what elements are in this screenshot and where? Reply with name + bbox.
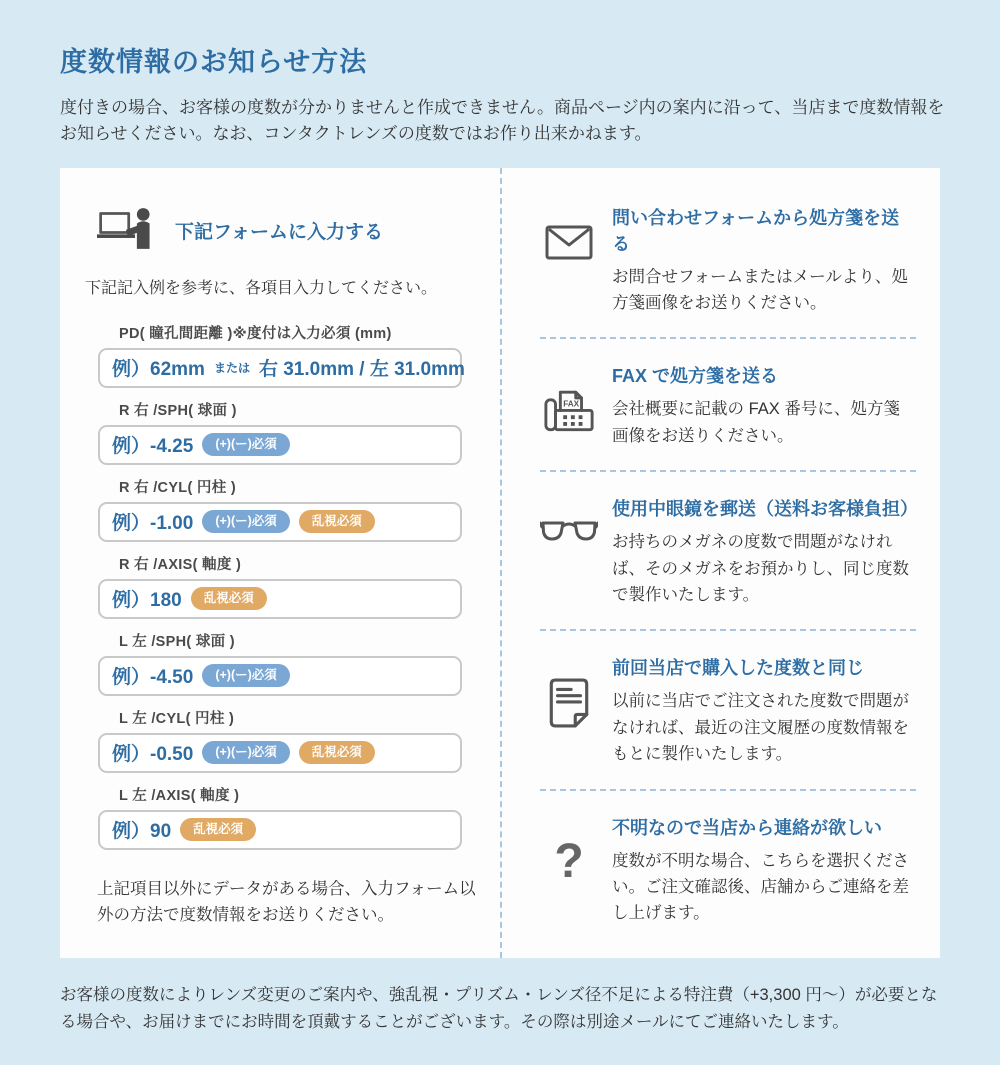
method-contact-me: [540, 814, 916, 927]
form-section-header: [97, 206, 482, 255]
methods-card: [60, 168, 940, 959]
field-r-axis: [85, 553, 482, 619]
method-previous-order: [540, 654, 916, 767]
field-l-cyl: [85, 707, 482, 773]
dashed-divider: [540, 789, 916, 791]
method-text: 会社概要に記載の FAX 番号に、処方箋画像をお送りください。: [612, 400, 900, 445]
dashed-divider: [540, 629, 916, 631]
method-content: [612, 495, 916, 608]
pill-astigmatism-required: 乱視必須: [299, 741, 375, 764]
example-value: 例）180: [112, 590, 182, 612]
method-heading: 前回当店で購入した度数と同じ: [612, 658, 864, 679]
pill-astigmatism-required: 乱視必須: [180, 818, 256, 841]
form-input-icon: [97, 206, 155, 255]
field-label: PD( 瞳孔間距離 )※度付は入力必須 (mm): [119, 325, 392, 342]
method-text: 以前に当店でご注文された度数で問題がなければ、最近の注文履歴の度数情報をもとに製作いたします。: [612, 692, 909, 764]
method-heading: FAX で処方箋を送る: [612, 366, 779, 387]
pill-plus-minus-required: (+)(ー)必須: [202, 510, 289, 533]
example-value: 例）62mm: [112, 359, 205, 381]
pill-astigmatism-required: 乱視必須: [299, 510, 375, 533]
field-r-sph: [85, 399, 482, 465]
example-alt-value: 右 31.0mm / 左 31.0mm: [258, 359, 465, 381]
method-text: 度数が不明な場合、こちらを選択ください。ご注文確認後、店舗からご連絡を差し上げます。: [612, 851, 909, 923]
method-mail-glasses: [540, 495, 916, 608]
pill-plus-minus-required: (+)(ー)必須: [202, 433, 289, 456]
field-l-sph: [85, 630, 482, 696]
example-box: [98, 502, 462, 542]
pill-plus-minus-required: (+)(ー)必須: [202, 664, 289, 687]
example-value: 例）-1.00: [112, 513, 194, 535]
form-column: [60, 168, 500, 959]
example-box: [98, 579, 462, 619]
example-box: [98, 810, 462, 850]
dashed-divider: [540, 337, 916, 339]
field-label: L 左 /AXIS( 軸度 ): [119, 787, 240, 804]
field-r-cyl: [85, 476, 482, 542]
method-content: [612, 204, 916, 317]
footer-notice: お客様の度数によりレンズ変更のご案内や、強乱視・プリズム・レンズ径不足による特注費（+3,300 円～）が必要となる場合や、お届けまでにお時間を頂戴することがございます。その際は別途メールにてご連絡いたします。: [60, 986, 938, 1031]
method-fax: [540, 362, 916, 449]
svg-text:FAX: FAX: [563, 400, 580, 410]
field-label: L 左 /CYL( 円柱 ): [119, 710, 235, 727]
envelope-icon: [540, 204, 598, 317]
method-content: [612, 362, 916, 449]
method-content: [612, 654, 916, 767]
pill-plus-minus-required: (+)(ー)必須: [202, 741, 289, 764]
pill-astigmatism-required: 乱視必須: [191, 587, 267, 610]
method-heading: 使用中眼鏡を郵送（送料お客様負担）: [612, 499, 918, 520]
method-content: [612, 814, 916, 927]
document-icon: [540, 654, 598, 767]
field-label: R 右 /CYL( 円柱 ): [119, 479, 236, 496]
example-value: 例）90: [112, 821, 172, 843]
question-icon: ?: [554, 834, 584, 888]
method-text: お持ちのメガネの度数で問題がなければ、そのメガネをお預かりし、同じ度数で製作いたします。: [612, 533, 909, 605]
fax-icon: [540, 362, 598, 449]
field-label: R 右 /AXIS( 軸度 ): [119, 556, 242, 573]
alternative-methods-column: [500, 168, 940, 959]
example-box: [98, 348, 465, 388]
form-section-heading: 下記フォームに入力する: [175, 221, 384, 243]
field-pd: [85, 322, 482, 388]
example-value: 例）-4.50: [112, 667, 194, 689]
field-label: L 左 /SPH( 球面 ): [119, 633, 235, 650]
method-heading: 不明なので当店から連絡が欲しい: [612, 817, 882, 838]
intro-text: 度付きの場合、お客様の度数が分かりませんと作成できません。商品ページ内の案内に沿って、当店まで度数情報をお知らせください。なお、コンタクトレンズの度数ではお作り出来かねます。: [60, 98, 945, 144]
example-or: または: [213, 361, 250, 376]
example-box: [98, 425, 462, 465]
example-value: 例）-0.50: [112, 744, 194, 766]
dashed-divider: [540, 470, 916, 472]
page-title: 度数情報のお知らせ方法: [60, 47, 368, 77]
example-box: [98, 656, 462, 696]
field-label: R 右 /SPH( 球面 ): [119, 402, 237, 419]
method-heading: 問い合わせフォームから処方箋を送る: [612, 207, 900, 254]
example-value: 例）-4.25: [112, 436, 194, 458]
method-contact-form: [540, 204, 916, 317]
field-l-axis: [85, 784, 482, 850]
form-instruction: 下記記入例を参考に、各項目入力してください。: [85, 279, 438, 297]
form-note: 上記項目以外にデータがある場合、入力フォーム以外の方法で度数情報をお送りください。: [97, 879, 476, 925]
method-text: お問合せフォームまたはメールより、処方箋画像をお送りください。: [612, 267, 908, 313]
example-box: [98, 733, 462, 773]
glasses-icon: [540, 495, 598, 608]
